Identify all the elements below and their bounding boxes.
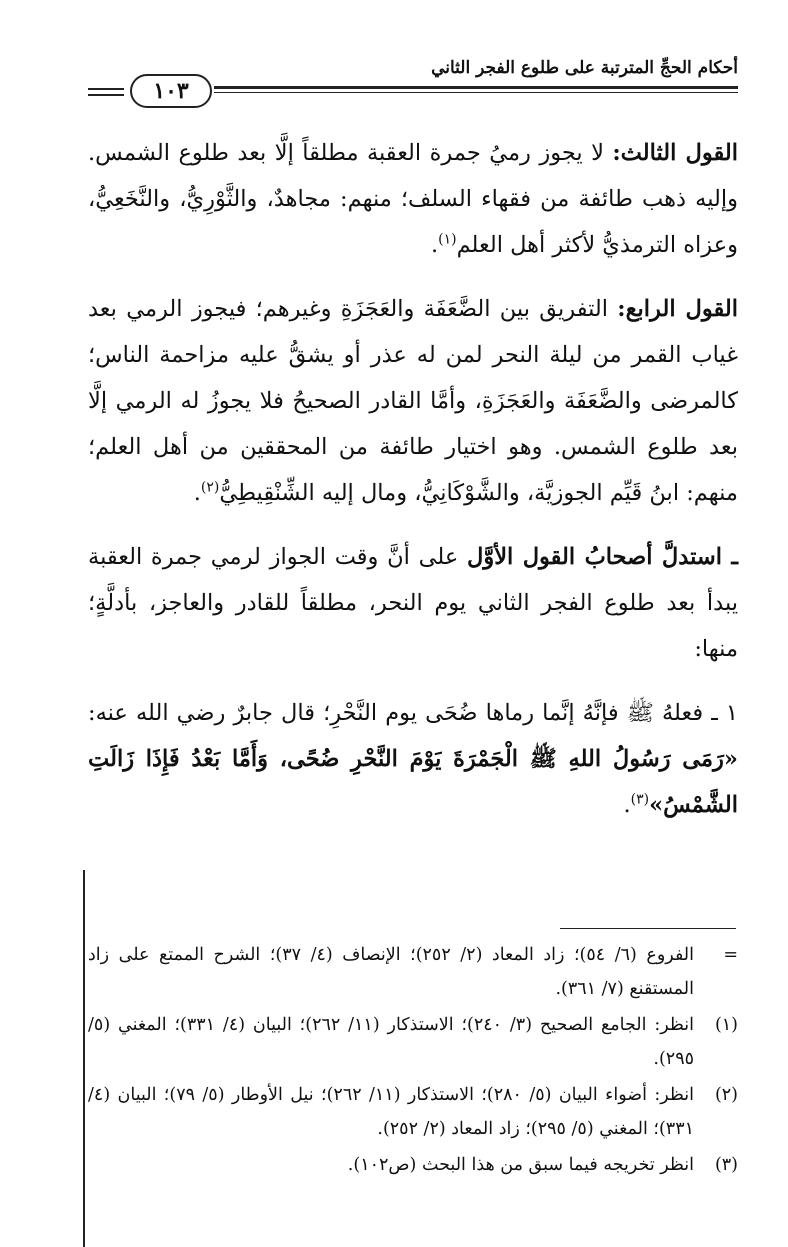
footnote-marker: (١) <box>438 231 457 248</box>
footnote-2 <box>88 1078 738 1146</box>
paragraph-end: . <box>623 792 631 818</box>
paragraph-fourth-opinion <box>88 286 738 516</box>
paragraph-body: لا يجوز رميُ جمرة العقبة مطلقاً إلَّا بعد طلوع الشمس. وإليه ذهب طائفة من فقهاء السلف؛ منهم: مجاهدٌ، والثَّوْرِيُّ، والنَّخَعِيُّ، وعزاه الترمذيُّ لأكثر أهل العلم <box>88 140 738 258</box>
header-left-rule <box>88 88 124 90</box>
footnote-continuation <box>88 938 738 1006</box>
hadith-quote: «رَمَى رَسُولُ اللهِ ﷺ الْجَمْرَةَ يَوْمَ النَّحْرِ ضُحًى، وَأَمَّا بَعْدُ فَإِذَا زَالَتِ الشَّمْسُ» <box>88 746 738 818</box>
paragraph-body: ١ ـ فعلهُ ﷺ فإنَّهُ إنَّما رماها ضُحَى يوم النَّحْرِ؛ قال جابرٌ رضي الله عنه: <box>88 700 738 726</box>
footnote-text: انظر تخريجه فيما سبق من هذا البحث (ص١٠٢). <box>347 1155 694 1175</box>
paragraph-lead: القول الثالث: <box>612 140 738 166</box>
footnote-marker: (٣) <box>630 791 650 808</box>
paragraph-lead: استدلَّ أصحابُ القول الأوَّل <box>467 544 722 570</box>
footnote-1 <box>88 1008 738 1076</box>
header-left-rule <box>88 94 124 96</box>
paragraph-hadith <box>88 690 738 828</box>
footnote-separator <box>560 928 736 929</box>
footnote-text: انظر: الجامع الصحيح (٣/ ٢٤٠)؛ الاستذكار (١١/ ٢٦٢)؛ البيان (٤/ ٣٣١)؛ المغني (٥/ ٢٩٥). <box>88 1015 694 1069</box>
header-rule-thin <box>214 92 738 93</box>
footnote-number: (٢) <box>714 1085 738 1105</box>
footnote-number: (٣) <box>714 1155 738 1175</box>
paragraph-third-opinion <box>88 130 738 268</box>
footnote-marker: (٢) <box>200 479 220 496</box>
page-header <box>88 50 738 110</box>
running-title: أحكام الحجِّ المترتبة على طلوع الفجر الثاني <box>431 58 738 78</box>
footnote-number: (١) <box>714 1015 738 1035</box>
main-text <box>88 130 738 846</box>
paragraph-end: . <box>430 232 439 258</box>
footnote-text: الفروع (٦/ ٥٤)؛ زاد المعاد (٢/ ٢٥٢)؛ الإنصاف (٤/ ٣٧)؛ الشرح الممتع على زاد المستقنع (٧/ ٣٦١). <box>88 945 694 999</box>
footnotes <box>88 938 738 1184</box>
paragraph-dash: ـ <box>721 544 738 570</box>
footnote-text: انظر: أضواء البيان (٥/ ٢٨٠)؛ الاستذكار (١١/ ٢٦٢)؛ نيل الأوطار (٥/ ٧٩)؛ البيان (٤/ ٣٣١)؛ المغني (٥/ ٢٩٥)؛ زاد المعاد (٢/ ٢٥٢). <box>88 1085 694 1139</box>
header-rule-thick <box>214 86 738 89</box>
page-number: ١٠٣ <box>130 74 212 108</box>
footnote-3 <box>88 1148 738 1182</box>
paragraph-body: على أنَّ وقت الجواز لرمي جمرة العقبة يبدأ بعد طلوع الفجر الثاني يوم النحر، مطلقاً للقادر والعاجز، بأدلَّةٍ؛ منها: <box>88 544 738 662</box>
footnote-number: = <box>723 945 738 965</box>
paragraph-end: . <box>193 480 201 506</box>
paragraph-first-evidence <box>88 534 738 672</box>
margin-line <box>83 870 85 1247</box>
paragraph-lead: القول الرابع: <box>617 296 739 322</box>
paragraph-body: التفريق بين الضَّعَفَة والعَجَزَةِ وغيرهم؛ فيجوز الرمي بعد غياب القمر من ليلة النحر لمن له عذر أو يشقُّ عليه مزاحمة الناس؛ كالمرضى والضَّعَفَة والعَجَزَةِ، وأمَّا القادر الصحيحُ فلا يجوزُ له الرمي إلَّا بعد طلوع الشمس. وهو اختيار طائفة من المحققين من أهل العلم؛ منهم: ابنُ قَيِّم الجوزيَّة، والشَّوْكَانِيُّ، ومال إليه الشِّنْقِيطِيُّ <box>88 296 738 506</box>
